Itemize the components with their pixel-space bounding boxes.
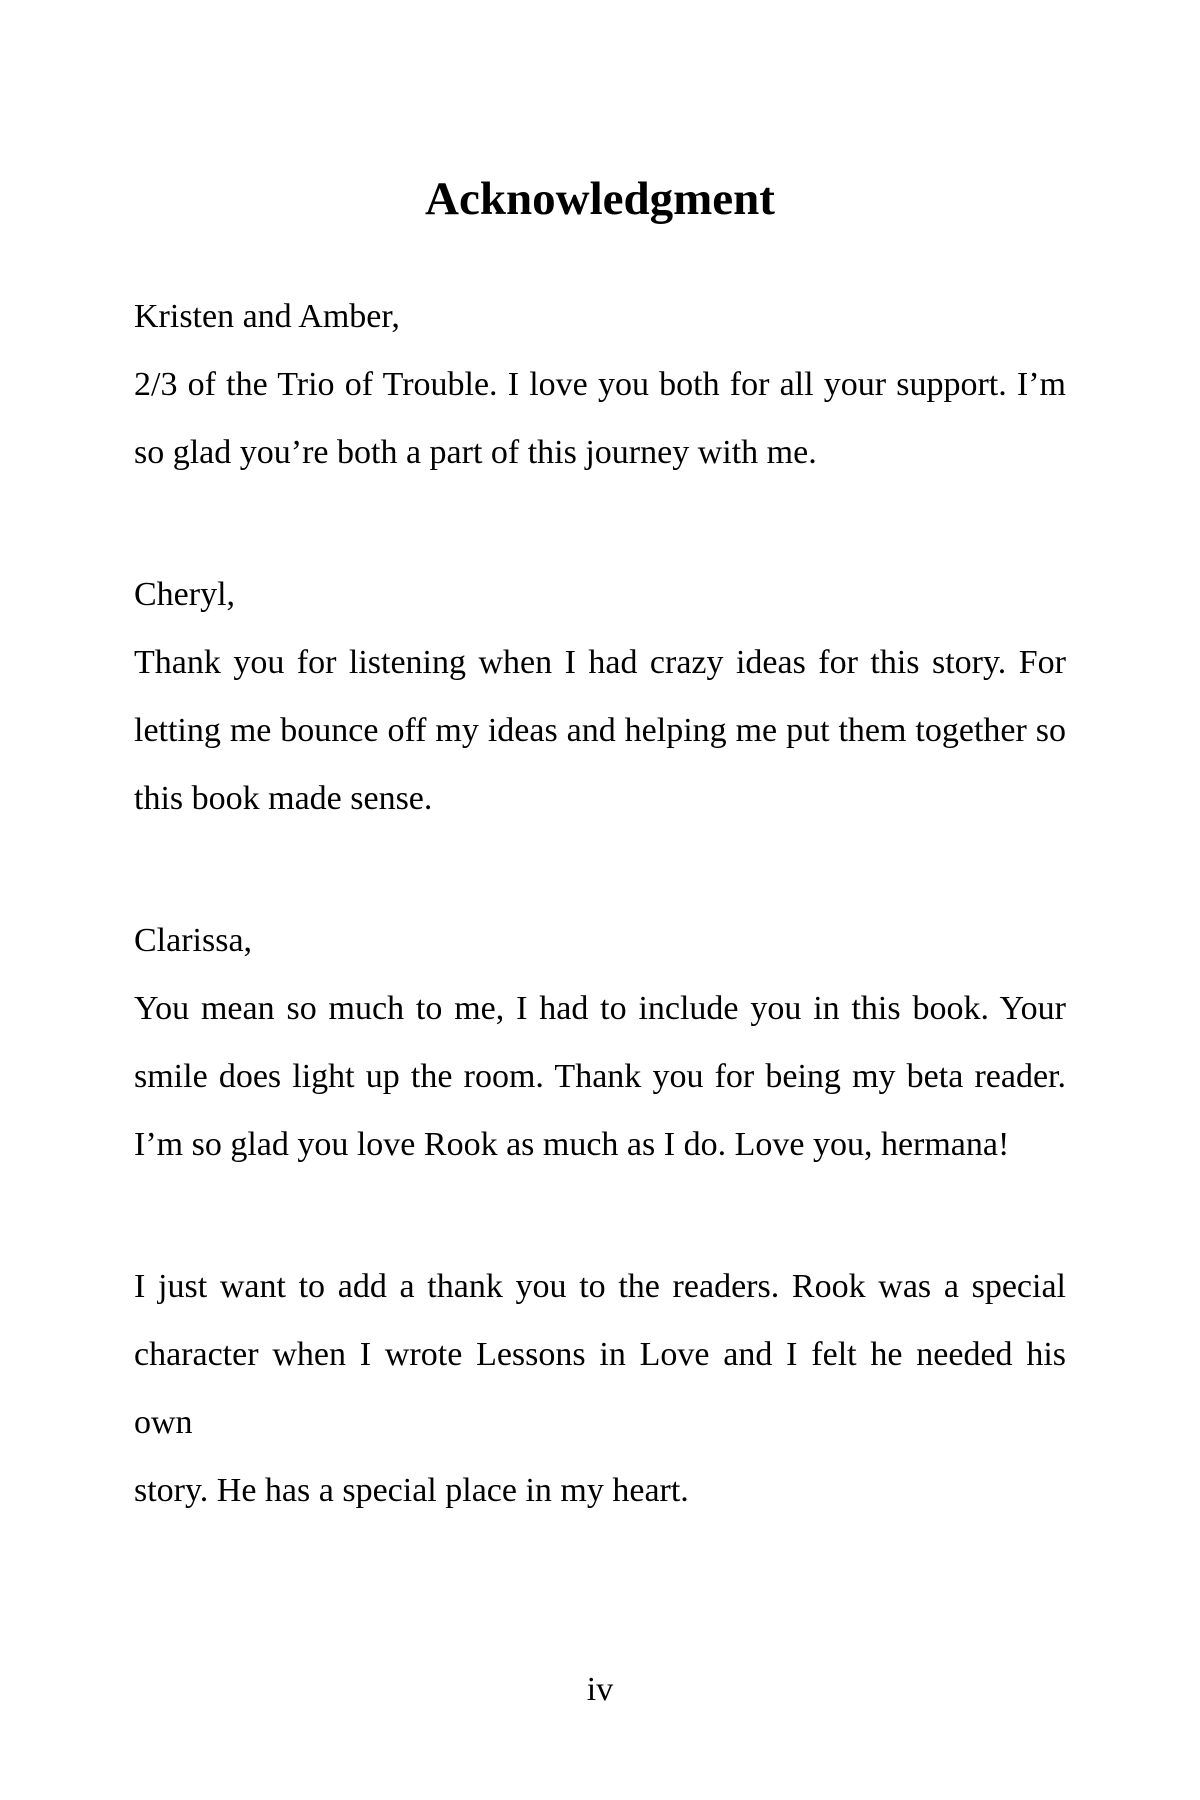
paragraph-line: I’m so glad you love Rook as much as I do. Love you, hermana!: [134, 1126, 1010, 1163]
paragraph-line: Thank you for listening when I had crazy ideas for this story. For: [134, 644, 1066, 681]
paragraph: [134, 975, 1066, 1179]
acknowledgment-group-kristen-amber: [134, 283, 1066, 487]
paragraph: [134, 1253, 1066, 1525]
paragraph-line: this book made sense.: [134, 780, 433, 817]
paragraph: [134, 629, 1066, 833]
paragraph-line: letting me bounce off my ideas and helping me put them together so: [134, 712, 1066, 749]
page-title: Acknowledgment: [425, 173, 775, 225]
salutation: Kristen and Amber,: [134, 298, 400, 335]
paragraph-line: 2/3 of the Trio of Trouble. I love you both for all your support. I’m: [134, 366, 1066, 403]
paragraph-line: character when I wrote Lessons in Love and I felt he needed his own: [134, 1336, 1066, 1441]
acknowledgment-group-readers: [134, 1253, 1066, 1525]
paragraph-line: story. He has a special place in my heart.: [134, 1472, 689, 1509]
page-number: iv: [586, 1671, 614, 1708]
paragraph-line: smile does light up the room. Thank you for being my beta reader.: [134, 1058, 1066, 1095]
salutation: Cheryl,: [134, 576, 236, 613]
paragraph-line: You mean so much to me, I had to include you in this book. Your: [134, 990, 1066, 1027]
paragraph-line: I just want to add a thank you to the readers. Rook was a special: [134, 1268, 1066, 1305]
acknowledgment-group-clarissa: [134, 907, 1066, 1179]
paragraph: [134, 351, 1066, 487]
acknowledgment-group-cheryl: [134, 561, 1066, 833]
paragraph-line: so glad you’re both a part of this journey with me.: [134, 434, 817, 471]
salutation: Clarissa,: [134, 922, 253, 959]
